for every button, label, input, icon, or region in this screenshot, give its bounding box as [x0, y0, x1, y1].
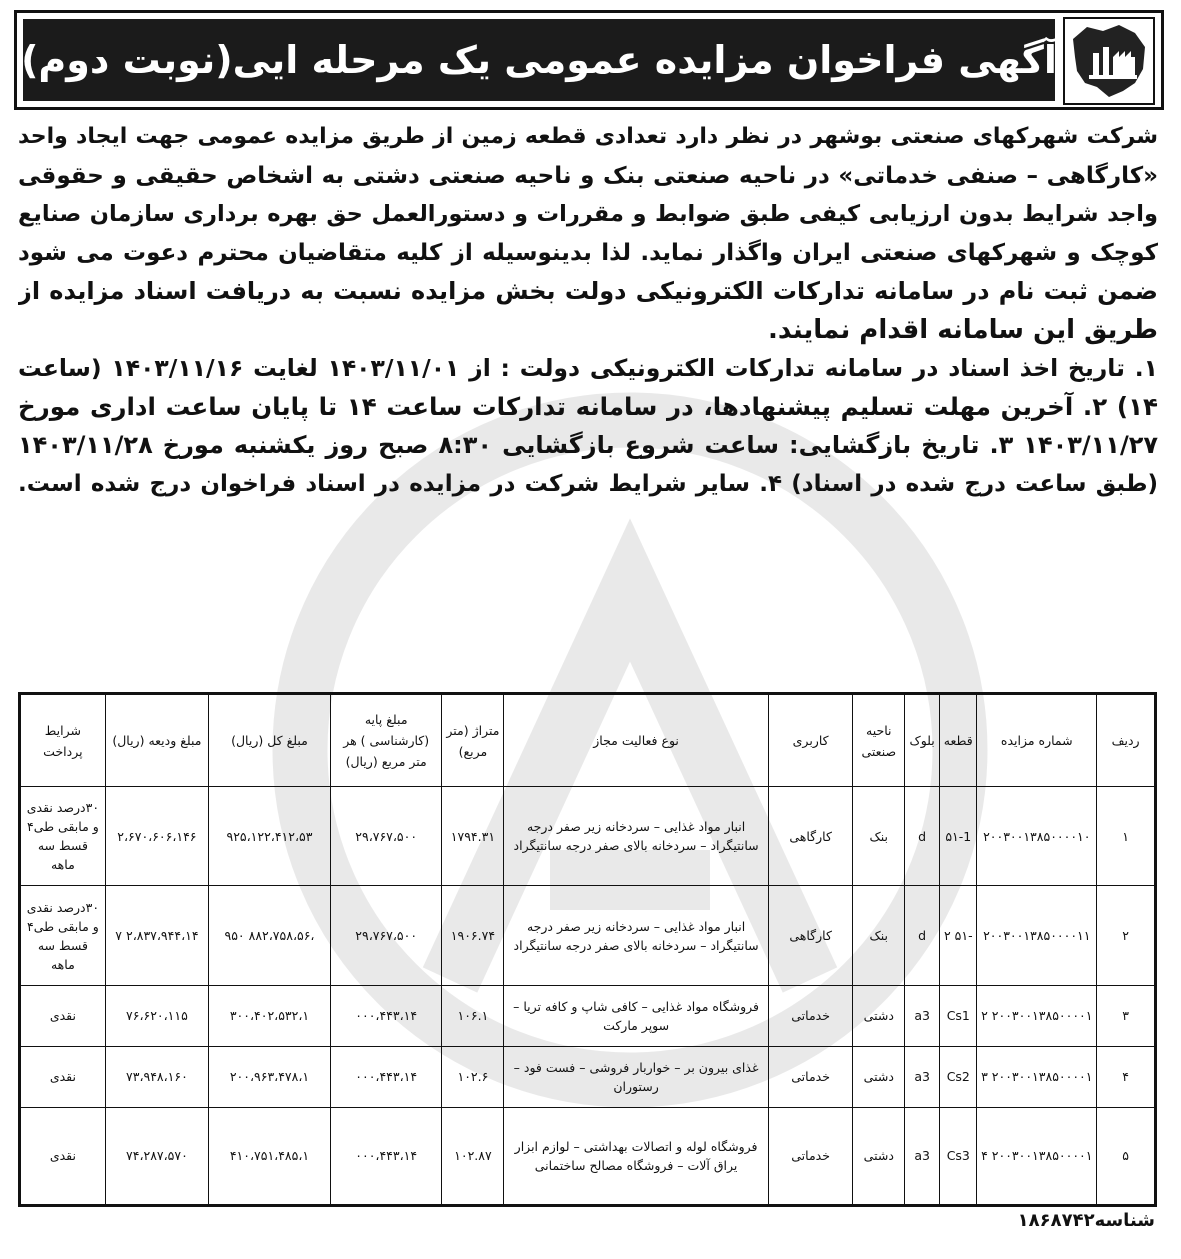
table-row: [21, 1046, 1155, 1107]
header-total: مبلغ کل (ریال): [209, 695, 331, 787]
body-line-5: ضمن ثبت نام در سامانه تدارکات الکترونیکی دولت بخش مزایده نسبت به دریافت اسناد مزایده از: [18, 277, 1158, 305]
cell-total: ۳۰۰،۴۰۲،۵۳۲،۱: [209, 985, 331, 1046]
header-payment: شرایط پرداخت: [21, 695, 106, 787]
header-row-number: ردیف: [1097, 695, 1155, 787]
header-base-price: مبلغ پایه (کارشناسی ) هر متر مربع (ریال): [330, 695, 442, 787]
table-row: [21, 886, 1155, 985]
body-line-4: کوچک و شهرکهای صنعتی ایران واگذار نماید. لذا بدینوسیله از کلیه متقاضیان محترم دعوت می شود: [18, 239, 1158, 266]
body-line-2: «کارگاهی – صنفی خدماتی» در ناحیه صنعتی بنک و ناحیه صنعتی دشتی به اشخاص حقیقی و حقوقی: [18, 162, 1158, 189]
cell-zone: بنک: [853, 787, 905, 886]
auction-table-wrapper: [18, 692, 1157, 1207]
cell-deposit: ۷۳،۹۴۸،۱۶۰: [105, 1046, 208, 1107]
cell-total: ۴۱۰،۷۵۱،۴۸۵،۱: [209, 1107, 331, 1204]
header-zone: ناحیه صنعتی: [853, 695, 905, 787]
header-area: متراژ (متر مربع): [442, 695, 504, 787]
cell-auction-number: ۲۰۰۳۰۰۱۳۸۵۰۰۰۰۱ ۴: [977, 1107, 1097, 1204]
cell-auction-number: ۲۰۰۳۰۰۱۳۸۵۰۰۰۰۱۰: [977, 787, 1097, 886]
body-line-6: طریق این سامانه اقدام نمایند.: [767, 314, 1158, 345]
cell-row-number: ۵: [1097, 1107, 1155, 1204]
cell-base-price: ۰۰۰،۴۴۳،۱۴: [330, 985, 442, 1046]
cell-row-number: ۲: [1097, 886, 1155, 985]
cell-row-number: ۴: [1097, 1046, 1155, 1107]
cell-payment: نقدی: [21, 985, 106, 1046]
cell-deposit: ۷۴،۲۸۷،۵۷۰: [105, 1107, 208, 1204]
cell-zone: بنک: [853, 886, 905, 985]
cell-usage: خدماتی: [768, 1046, 853, 1107]
header-activity: نوع فعالیت مجاز: [504, 695, 768, 787]
body-line-3: واجد شرایط بدون ارزیابی کیفی طبق ضوابط و مقررات و دستورالعمل حق بهره برداری سازمان صنایع: [18, 201, 1158, 227]
cell-deposit: ۲،۶۷۰،۶۰۶،۱۴۶: [105, 787, 208, 886]
cell-zone: دشتی: [853, 1046, 905, 1107]
cell-area: ۱۷۹۴.۳۱: [442, 787, 504, 886]
cell-row-number: ۳: [1097, 985, 1155, 1046]
item-1-dates: از ۱۴۰۳/۱۱/۰۱ لغایت ۱۴۰۳/۱۱/۱۶ (ساعت: [18, 354, 501, 382]
ad-title: آگهی فراخوان مزایده عمومی یک مرحله ایی(نوبت دوم): [21, 38, 1057, 82]
cell-deposit: ۲،۸۳۷،۹۴۴،۱۴ ۷: [105, 886, 208, 985]
cell-activity: فروشگاه لوله و اتصالات بهداشتی – لوازم ابزار یراق آلات – فروشگاه مصالح ساختمانی: [504, 1107, 768, 1204]
item-2-line: ۱۴) ۲. آخرین مهلت تسلیم پیشنهادها، در سامانه تدارکات ساعت ۱۴ تا پایان ساعت اداری مورخ: [18, 391, 1158, 421]
table-row: [21, 787, 1155, 886]
cell-block: d: [905, 787, 940, 886]
cell-base-price: ۲۹،۷۶۷،۵۰۰: [330, 886, 442, 985]
item-4-line: (طبق ساعت درج شده در اسناد) ۴. سایر شرایط شرکت در مزایده در اسناد فراخوان درج شده است.: [18, 470, 1158, 497]
cell-usage: خدماتی: [768, 985, 853, 1046]
cell-total: ،۸۸۲،۷۵۸،۵۶ ۹۵۰: [209, 886, 331, 985]
cell-usage: کارگاهی: [768, 886, 853, 985]
cell-base-price: ۲۹،۷۶۷،۵۰۰: [330, 787, 442, 886]
cell-activity: فروشگاه مواد غذایی – کافی شاپ و کافه تریا – سوپر مارکت: [504, 985, 768, 1046]
cell-plot: -۵۱ ۲: [940, 886, 977, 985]
cell-zone: دشتی: [853, 985, 905, 1046]
cell-auction-number: ۲۰۰۳۰۰۱۳۸۵۰۰۰۰۱۱: [977, 886, 1097, 985]
cell-base-price: ۰۰۰،۴۴۳،۱۴: [330, 1046, 442, 1107]
cell-block: a3: [905, 1107, 940, 1204]
cell-deposit: ۷۶،۶۲۰،۱۱۵: [105, 985, 208, 1046]
cell-row-number: ۱: [1097, 787, 1155, 886]
header-auction-number: شماره مزایده: [977, 695, 1097, 787]
cell-block: d: [905, 886, 940, 985]
cell-payment: ۳۰درصد نقدی و مابقی طی۴ قسط سه ماهه: [21, 787, 106, 886]
header-deposit: مبلغ ودیعه (ریال): [105, 695, 208, 787]
item-1-heading: ۱. تاریخ اخذ اسناد در سامانه تدارکات الکترونیکی دولت :: [500, 354, 1158, 382]
title-band: [23, 19, 1055, 101]
cell-auction-number: ۲۰۰۳۰۰۱۳۸۵۰۰۰۰۱ ۲: [977, 985, 1097, 1046]
body-line-1: شرکت شهرکهای صنعتی بوشهر در نظر دارد تعدادی قطعه زمین از طریق مزایده عمومی جهت ایجاد واحد: [18, 124, 1158, 149]
cell-plot: Cs3: [940, 1107, 977, 1204]
cell-zone: دشتی: [853, 1107, 905, 1204]
cell-activity: غذای بیرون بر – خواربار فروشی – فست فود – رستوران: [504, 1046, 768, 1107]
cell-payment: نقدی: [21, 1107, 106, 1204]
cell-activity: انبار مواد غذایی – سردخانه زیر صفر درجه سانتیگراد – سردخانه بالای صفر درجه سانتیگراد: [504, 886, 768, 985]
cell-plot: Cs2: [940, 1046, 977, 1107]
cell-usage: کارگاهی: [768, 787, 853, 886]
ad-body: [18, 118, 1158, 503]
cell-payment: نقدی: [21, 1046, 106, 1107]
header-usage: کاربری: [768, 695, 853, 787]
cell-total: ۹۲۵،۱۲۲،۴۱۲،۵۳: [209, 787, 331, 886]
cell-area: ۱۰۲.۶: [442, 1046, 504, 1107]
table-row: [21, 1107, 1155, 1204]
cell-block: a3: [905, 985, 940, 1046]
header-block: بلوک: [905, 695, 940, 787]
cell-plot: Cs1: [940, 985, 977, 1046]
item-1-line: [18, 349, 1158, 388]
iran-map-factory-logo-icon: [1063, 17, 1155, 105]
auction-table: [20, 694, 1155, 1205]
item-3-line: ۱۴۰۳/۱۱/۲۷ ۳. تاریخ بازگشایی: ساعت شروع بازگشایی ۸:۳۰ صبح روز یکشنبه مورخ ۱۴۰۳/۱۱/۲۸: [18, 431, 1158, 459]
cell-total: ۲۰۰،۹۶۳،۴۷۸،۱: [209, 1046, 331, 1107]
cell-base-price: ۰۰۰،۴۴۳،۱۴: [330, 1107, 442, 1204]
cell-area: ۱۰۶.۱: [442, 985, 504, 1046]
cell-auction-number: ۲۰۰۳۰۰۱۳۸۵۰۰۰۰۱ ۳: [977, 1046, 1097, 1107]
cell-activity: انبار مواد غذایی – سردخانه زیر صفر درجه سانتیگراد – سردخانه بالای صفر درجه سانتیگراد: [504, 787, 768, 886]
table-row: [21, 985, 1155, 1046]
table-header-row: [21, 695, 1155, 787]
cell-block: a3: [905, 1046, 940, 1107]
ad-header: [14, 10, 1164, 110]
cell-area: ۱۰۲.۸۷: [442, 1107, 504, 1204]
cell-plot: ۵۱-1: [940, 787, 977, 886]
ad-id: شناسه۱۸۶۸۷۴۲: [1017, 1210, 1155, 1231]
cell-usage: خدماتی: [768, 1107, 853, 1204]
cell-payment: ۳۰درصد نقدی و مابقی طی۴ قسط سه ماهه: [21, 886, 106, 985]
cell-area: ۱۹۰۶.۷۴: [442, 886, 504, 985]
header-plot: قطعه: [940, 695, 977, 787]
